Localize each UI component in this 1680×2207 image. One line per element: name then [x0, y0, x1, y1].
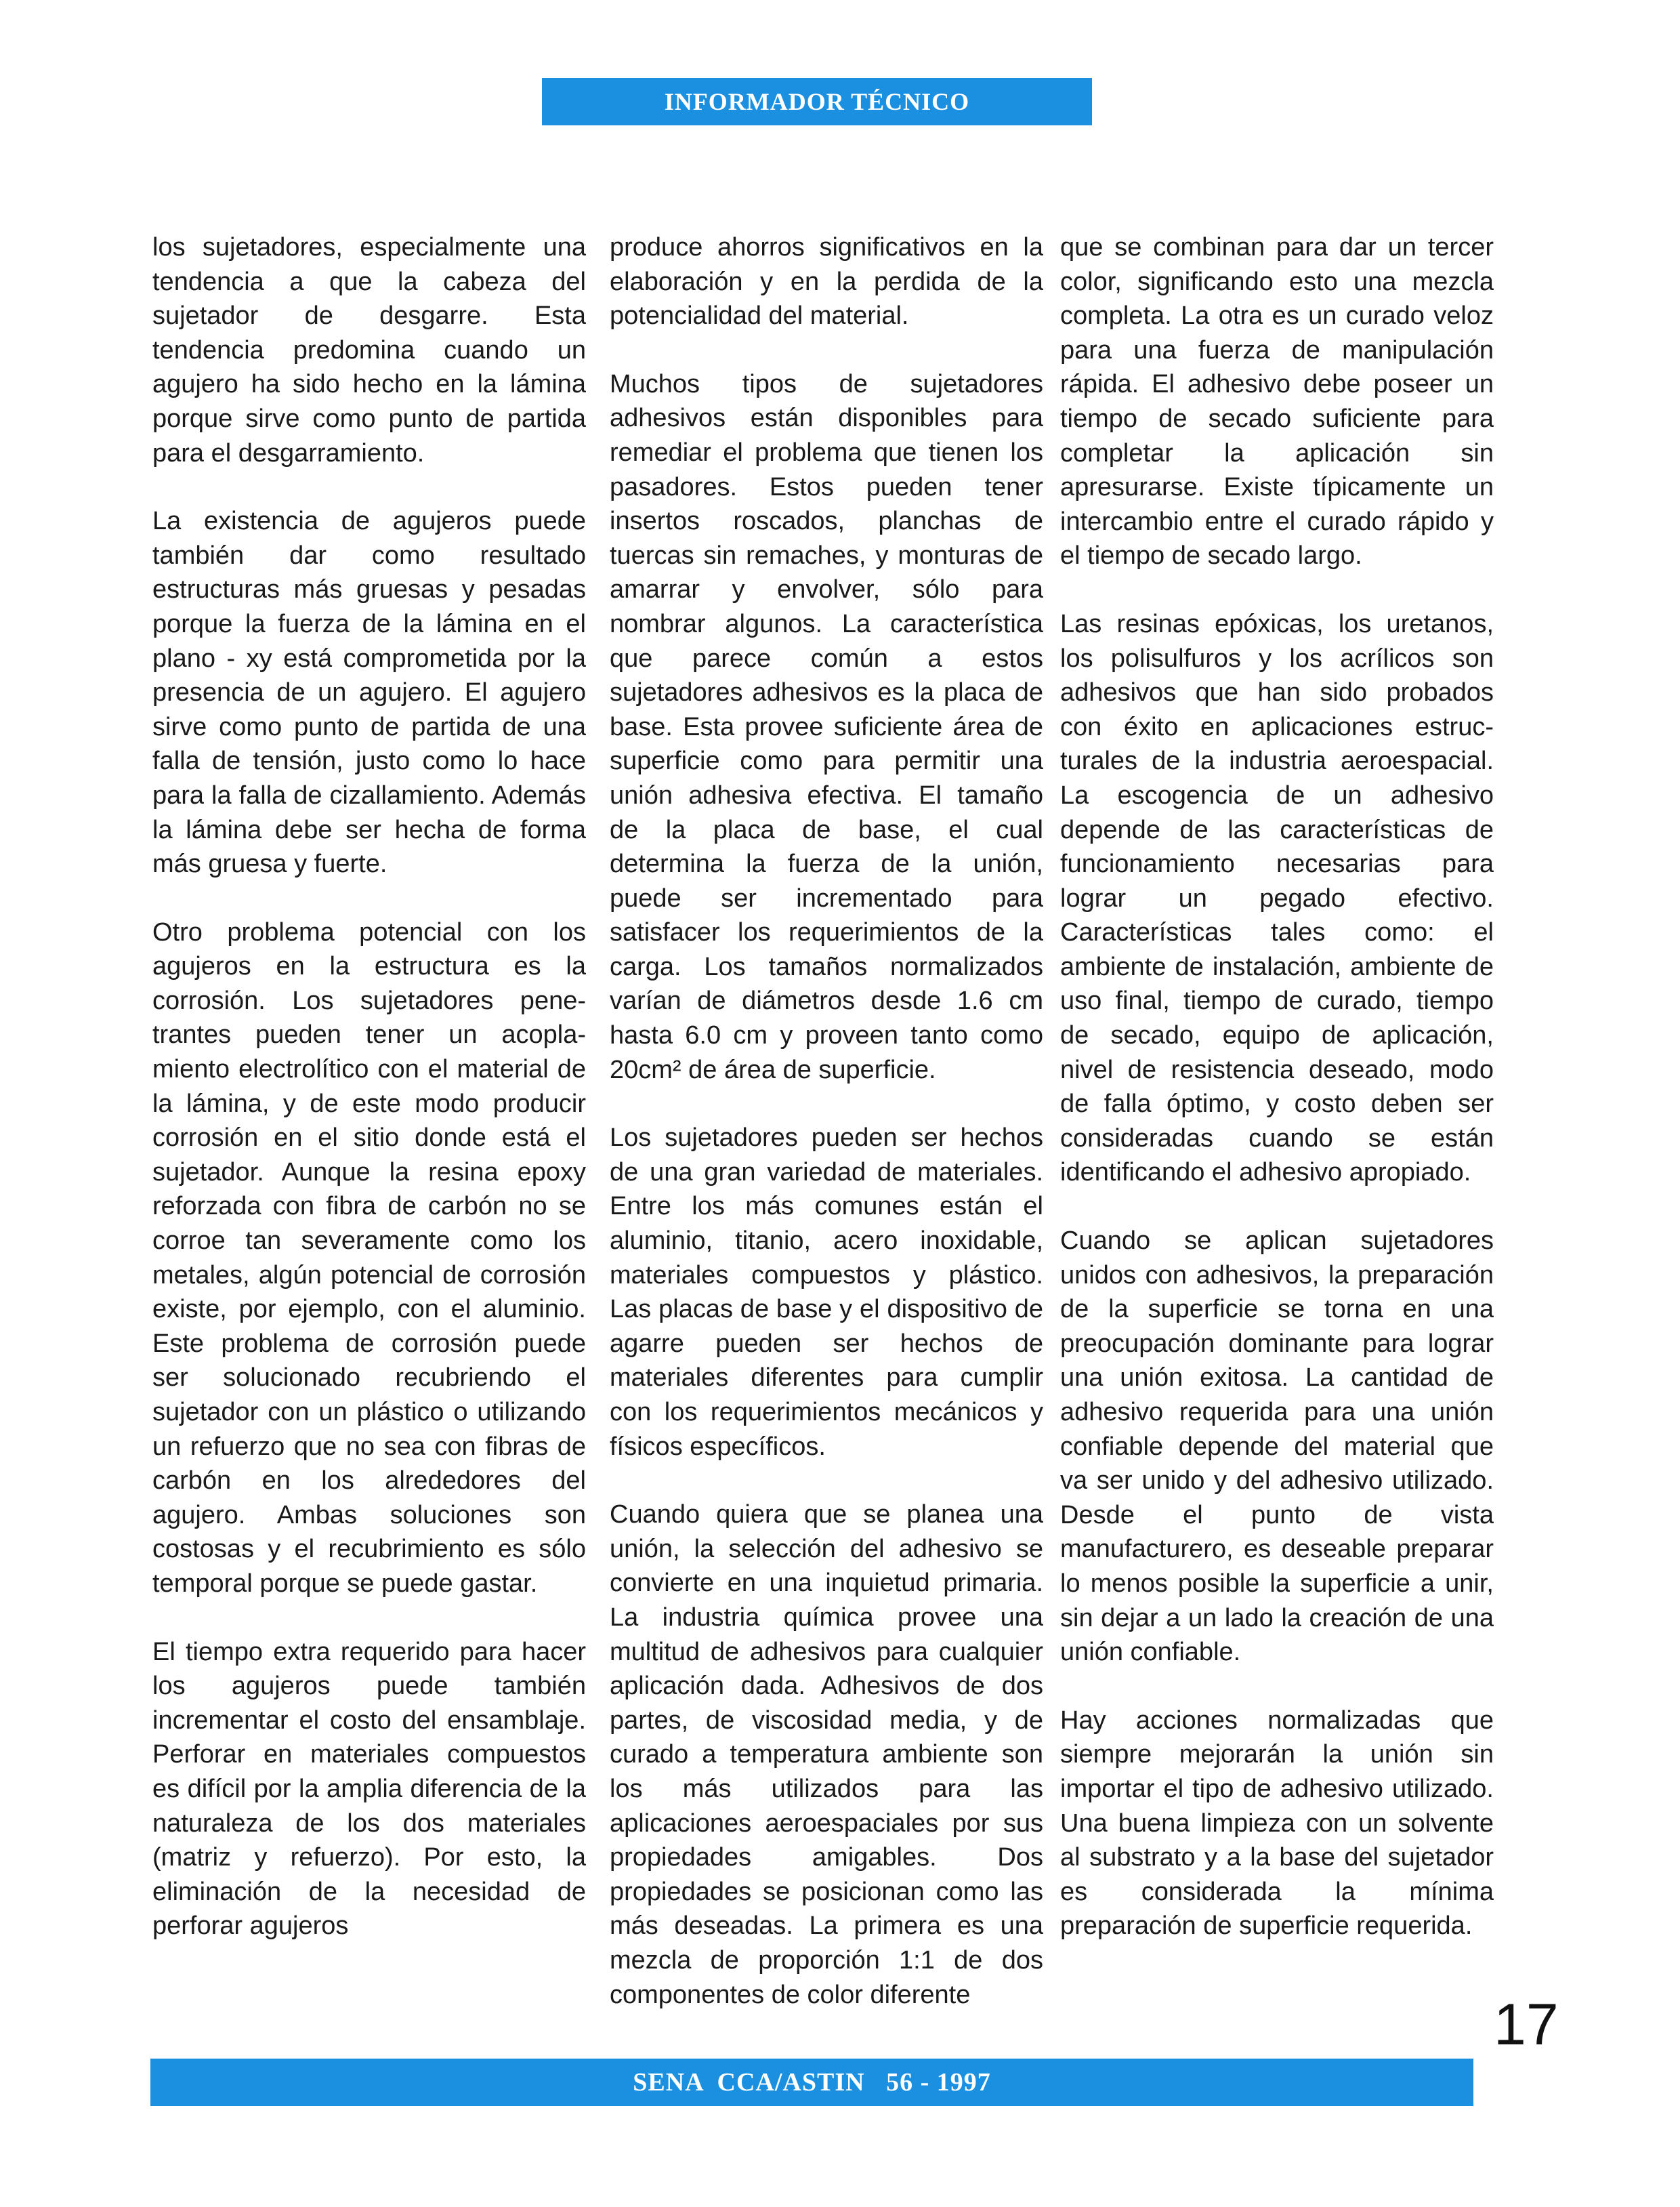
- paragraph: La existencia de agujeros puede también dar como resultado estructuras más gruesas y pesadas porque la fuerza de la lámina en el plano - xy está comprometida por la presencia de un agujero. El agujero sirve como punto de partida de una falla de tensión, justo como lo hace para la falla de cizallamiento. Además la lámina debe ser hecha de forma más gruesa y fuerte.: [152, 507, 586, 879]
- paragraph: Muchos tipos de sujetadores adhesivos están disponibles para remediar el problema que tienen los pasadores. Estos pueden tener insertos roscados, planchas de tuercas sin remaches, y monturas de amarrar y envolver, sólo para nombrar algunos. La característica que parece común a estos sujetadores adhesivos es la placa de base. Esta provee suficiente área de superficie como para permitir una unión adhesiva efectiva. El tamaño de la placa de base, el cual determina la fuerza de la unión, puede ser incrementado para satisfacer los requerimientos de la carga. Los tamaños normalizados varían de diámetros desde 1.6 cm hasta 6.0 cm y proveen tanto como 20cm² de área de superficie.: [610, 369, 1043, 1084]
- text-column-2: [610, 230, 1043, 2046]
- paragraph: El tiempo extra requerido para hacer los agujeros puede también incrementar el costo del ensamblaje. Perforar en materiales compuestos es difícil por la amplia diferencia de la naturaleza de los dos materiales (matriz y refuerzo). Por esto, la eliminación de la necesidad de perforar agujeros: [152, 1637, 586, 1941]
- header-banner: [542, 78, 1092, 125]
- paragraph: Hay acciones normalizadas que siempre mejorarán la unión sin importar el tipo de adhesivo utilizado. Una buena limpieza con un solvente al substrato y a la base del sujetador es considerada la mínima preparación de superficie requerida.: [1060, 1706, 1494, 1941]
- page-number: 17: [1494, 1992, 1559, 2057]
- paragraph: que se combinan para dar un tercer color, significando esto una mezcla completa. La otra es un curado veloz para una fuerza de manipulación rápida. El adhesivo debe poseer un tiempo de secado suficiente para completar la aplicación sin apresurarse. Existe típicamente un intercambio entre el curado rápido y el tiempo de secado largo.: [1060, 233, 1494, 571]
- paragraph: Los sujetadores pueden ser hechos de una gran variedad de materiales. Entre los más comunes están el aluminio, titanio, acero inoxidable, materiales compuestos y plástico. Las placas de base y el dispositivo de agarre pueden ser hechos de materiales diferentes para cumplir con los requerimientos mecánicos y físicos específicos.: [610, 1123, 1043, 1461]
- footer-banner: [150, 2059, 1473, 2106]
- paragraph: produce ahorros significativos en la elaboración y en la perdida de la potencialidad del material.: [610, 233, 1043, 331]
- footer-publication: SENA CCA/ASTIN 56 - 1997: [633, 2068, 991, 2097]
- text-column-1: [152, 230, 586, 1977]
- paragraph: Las resinas epóxicas, los uretanos, los polisulfuros y los acrílicos son adhesivos que han sido probados con éxito en aplicaciones estructurales de la industria aeroespacial. La escogencia de un adhesivo depende de las características de funcionamiento necesarias para lograr un pegado efectivo. Características tales como: el ambiente de instalación, ambiente de uso final, tiempo de curado, tiempo de secado, equipo de aplicación, nivel de resistencia deseado, modo de falla óptimo, y costo deben ser consideradas cuando se están identificando el adhesivo apropiado.: [1060, 609, 1494, 1187]
- paragraph: los sujetadores, especialmente una tendencia a que la cabeza del sujetador de desgarre. Esta tendencia predomina cuando un agujero ha sido hecho en la lámina porque sirve como punto de partida para el desgarramiento.: [152, 233, 586, 468]
- paragraph: Cuando se aplican sujetadores unidos con adhesivos, la preparación de la superficie se torna en una preocupación dominante para lograr una unión exitosa. La cantidad de adhesivo requerida para una unión confiable depende del material que va ser unido y del adhesivo utilizado. Desde el punto de vista manufacturero, es deseable preparar lo menos posible la superficie a unir, sin dejar a un lado la creación de una unión confiable.: [1060, 1226, 1494, 1667]
- paragraph: Cuando quiera que se planea una unión, la selección del adhesivo se convierte en una inquietud primaria. La industria química provee una multitud de adhesivos para cualquier aplicación dada. Adhesivos de dos partes, de viscosidad media, y de curado a temperatura ambiente son los más utilizados para las aplicaciones aeroespaciales por sus propiedades amigables. Dos propiedades se posicionan como las más deseadas. La primera es una mezcla de proporción 1:1 de dos componentes de color diferente: [610, 1500, 1043, 2009]
- text-column-3: [1060, 230, 1494, 1977]
- header-title: INFORMADOR TÉCNICO: [664, 88, 970, 115]
- paragraph: Otro problema potencial con los agujeros en la estructura es la corrosión. Los sujetadores penetrantes pueden tener un acoplamiento electrolítico con el material de la lámina, y de este modo producir corrosión en el sitio donde está el sujetador. Aunque la resina epoxy reforzada con fibra de carbón no se corroe tan severamente como los metales, algún potencial de corrosión existe, por ejemplo, con el aluminio. Este problema de corrosión puede ser solucionado recubriendo el sujetador con un plástico o utilizando un refuerzo que no sea con fibras de carbón en los alrededores del agujero. Ambas soluciones son costosas y el recubrimiento es sólo temporal porque se puede gastar.: [152, 917, 586, 1598]
